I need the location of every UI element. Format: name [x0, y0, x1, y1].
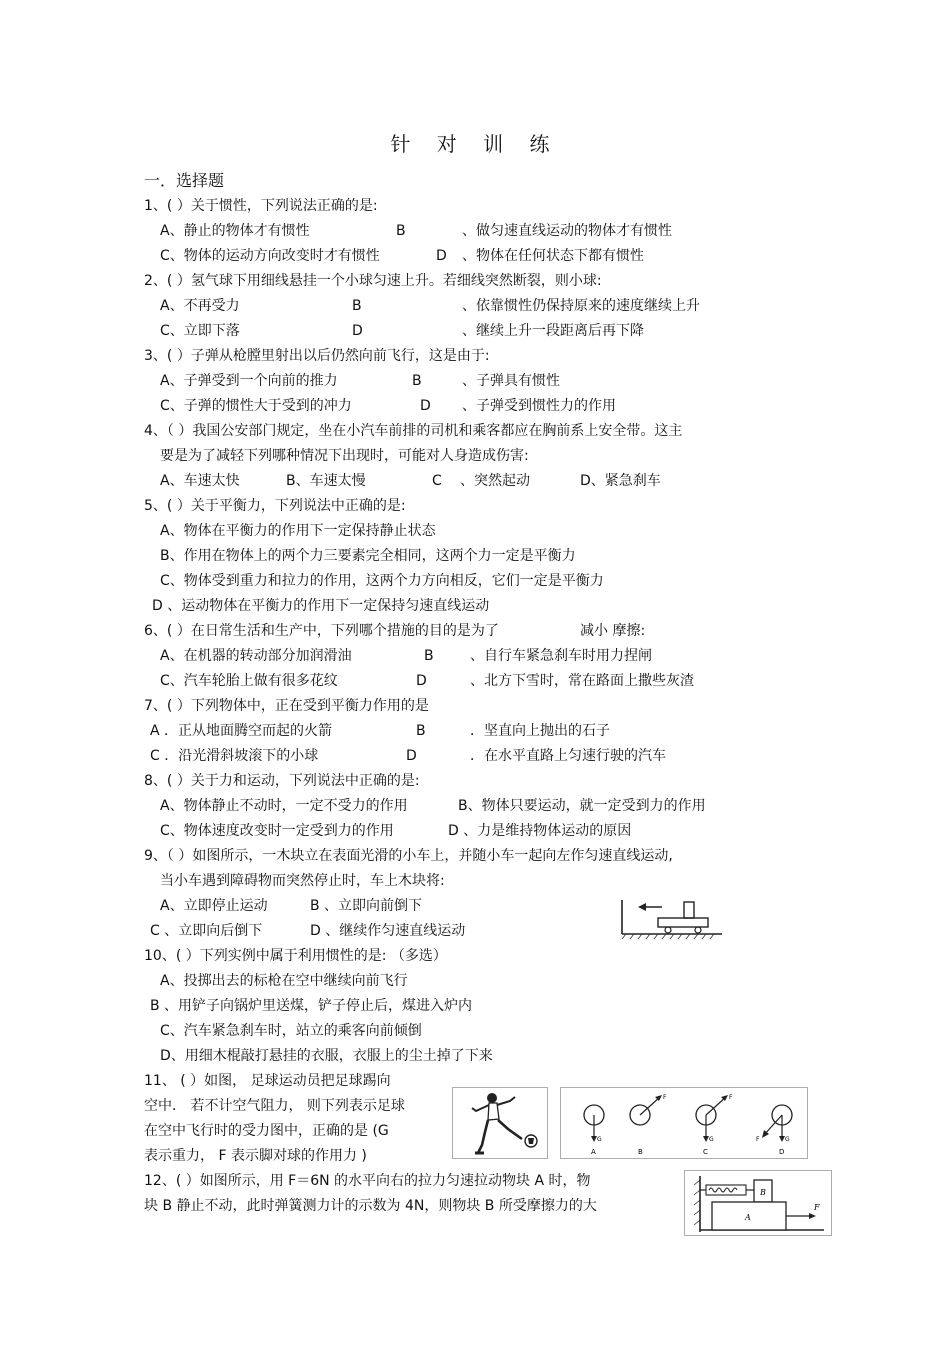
question-line: 、自行车紧急刹车时用力捏闸 [470, 648, 652, 664]
question-line: D [436, 248, 447, 264]
question-line: A、物体在平衡力的作用下一定保持静止状态 [160, 523, 436, 539]
question-line: 表示重力， F 表示脚对球的作用力 ) [144, 1148, 367, 1164]
question-line: D、紧急刹车 [580, 473, 661, 489]
question-line: 11、 ( ）如图， 足球运动员把足球踢向 [144, 1073, 391, 1089]
question-line: 、做匀速直线运动的物体才有惯性 [462, 223, 672, 239]
question-line: 、突然起动 [460, 473, 530, 489]
svg-text:A: A [591, 1148, 596, 1156]
cart-wheel [695, 927, 701, 933]
svg-text:B: B [760, 1188, 766, 1197]
question-line: 、物体在任何状态下都有惯性 [462, 248, 644, 264]
question-line: B [424, 648, 434, 664]
svg-text:F: F [729, 1094, 733, 1101]
section-heading: 一．选择题 [144, 171, 225, 190]
question-line: 4、（ ）我国公安部门规定，坐在小汽车前排的司机和乘客都应在胸前系上安全带。这主 [144, 423, 683, 439]
question-line: 12、( ）如图所示，用 F＝6N 的水平向右的拉力匀速拉动物块 A 时，物 [144, 1173, 591, 1189]
question-line: C ．沿光滑斜坡滚下的小球 [150, 748, 319, 764]
question-line: C、物体的运动方向改变时才有惯性 [160, 248, 380, 264]
question-line: D [420, 398, 431, 414]
cart-body [658, 918, 708, 927]
question-line: B 、用铲子向锅炉里送煤，铲子停止后，煤进入炉内 [150, 998, 473, 1014]
question-line: 当小车遇到障碍物而突然停止时，车上木块将: [160, 873, 445, 889]
question-line: B、作用在物体上的两个力三要素完全相同，这两个力一定是平衡力 [160, 548, 576, 564]
spring-scale [700, 1185, 754, 1195]
question-line: 2、( ）氢气球下用细线悬挂一个小球匀速上升。若细线突然断裂，则小球: [144, 273, 602, 289]
question-line: B [352, 298, 362, 314]
cart-diagram [618, 896, 726, 940]
question-line: A、立即停止运动 [160, 898, 268, 914]
question-line: B [412, 373, 422, 389]
question-line: 在空中飞行时的受力图中，正确的是 (G [144, 1123, 389, 1139]
question-line: D [352, 323, 363, 339]
option-d-diagram [756, 1105, 792, 1156]
question-line: 空中． 若不计空气阻力， 则下列表示足球 [144, 1098, 405, 1114]
svg-text:F: F [814, 1203, 820, 1212]
question-line: 要是为了减轻下列哪种情况下出现时，可能对人身造成伤害: [160, 448, 529, 464]
option-b-diagram [630, 1094, 667, 1156]
wood-block [684, 902, 694, 918]
pull-force-arrow-head [809, 1213, 816, 1219]
question-line: B、车速太慢 [286, 473, 366, 489]
question-line: B [416, 723, 426, 739]
question-line: C [432, 473, 442, 489]
football-player-image [452, 1087, 548, 1159]
force-diagram-options [560, 1087, 808, 1159]
question-line: B [396, 223, 406, 239]
option-a-diagram [584, 1105, 604, 1156]
svg-text:F: F [663, 1094, 667, 1101]
question-line: A、物体静止不动时，一定不受力的作用 [160, 798, 408, 814]
question-line: A、车速太快 [160, 473, 240, 489]
svg-text:B: B [638, 1148, 643, 1156]
ground-hatch [622, 934, 714, 939]
question-line: 块 B 静止不动，此时弹簧测力计的示数为 4N，则物块 B 所受摩擦力的大 [144, 1198, 597, 1214]
spring-scale-diagram [684, 1170, 832, 1236]
question-line: 、子弹受到惯性力的作用 [462, 398, 616, 414]
question-line: C、立即下落 [160, 323, 240, 339]
svg-text:G: G [597, 1136, 602, 1143]
question-line: 3、( ）子弹从枪膛里射出以后仍然向前飞行，这是由于: [144, 348, 490, 364]
question-line: A、不再受力 [160, 298, 240, 314]
question-line: 8、( ）关于力和运动，下列说法中正确的是: [144, 773, 420, 789]
option-c-diagram [696, 1094, 733, 1156]
question-line: 1、( ）关于惯性，下列说法正确的是: [144, 198, 378, 214]
question-line: A、静止的物体才有惯性 [160, 223, 310, 239]
question-line: 9、（ ）如图所示，一木块立在表面光滑的小车上，并随小车一起向左作匀速直线运动, [144, 848, 673, 864]
question-line: 、子弹具有惯性 [462, 373, 560, 389]
question-line: B、物体只要运动，就一定受到力的作用 [458, 798, 706, 814]
page-title: 针 对 训 练 [390, 132, 560, 156]
question-line: 7、( ）下列物体中，正在受到平衡力作用的是 [144, 698, 429, 714]
question-line: 5、( ）关于平衡力，下列说法中正确的是: [144, 498, 406, 514]
question-line: A、子弹受到一个向前的推力 [160, 373, 338, 389]
cart-wheel [665, 927, 671, 933]
question-line: C、汽车紧急刹车时，站立的乘客向前倾倒 [160, 1023, 422, 1039]
svg-text:A: A [745, 1213, 751, 1222]
question-line: 、依靠惯性仍保持原来的速度继续上升 [462, 298, 700, 314]
question-line: C、物体受到重力和拉力的作用，这两个力方向相反，它们一定是平衡力 [160, 573, 604, 589]
svg-text:F: F [756, 1136, 760, 1143]
question-line: B 、立即向前倒下 [310, 898, 423, 914]
question-line: 6、( ）在日常生活和生产中，下列哪个措施的目的是为了 [144, 623, 499, 639]
motion-arrow-head [638, 903, 646, 911]
question-line: D [406, 748, 417, 764]
question-line: 减小 摩擦: [580, 623, 646, 639]
question-line: C、物体速度改变时一定受到力的作用 [160, 823, 394, 839]
svg-text:G: G [785, 1136, 790, 1143]
question-line: C 、立即向后倒下 [150, 923, 263, 939]
question-line: D、用细木棍敲打悬挂的衣服，衣服上的尘土掉了下来 [160, 1048, 493, 1064]
question-line: 、北方下雪时，常在路面上撒些灰渣 [470, 673, 694, 689]
question-line: C、汽车轮胎上做有很多花纹 [160, 673, 338, 689]
svg-text:C: C [703, 1148, 708, 1156]
question-line: ．在水平直路上匀速行驶的汽车 [470, 748, 666, 764]
question-line: A ．正从地面腾空而起的火箭 [150, 723, 333, 739]
question-line: D 、力是维持物体运动的原因 [448, 823, 632, 839]
question-line: 10、( ）下列实例中属于利用惯性的是: （多选） [144, 948, 447, 964]
question-line: ．坚直向上抛出的石子 [470, 723, 610, 739]
svg-text:G: G [709, 1136, 714, 1143]
question-line: 、继续上升一段距离后再下降 [462, 323, 644, 339]
question-line: D 、运动物体在平衡力的作用下一定保持匀速直线运动 [152, 598, 490, 614]
question-line: D 、继续作匀速直线运动 [310, 923, 466, 939]
question-line: C、子弹的惯性大于受到的冲力 [160, 398, 352, 414]
question-line: A、投掷出去的标枪在空中继续向前飞行 [160, 973, 408, 989]
question-line: A、在机器的转动部分加润滑油 [160, 648, 352, 664]
question-line: D [416, 673, 427, 689]
svg-text:D: D [779, 1148, 785, 1156]
